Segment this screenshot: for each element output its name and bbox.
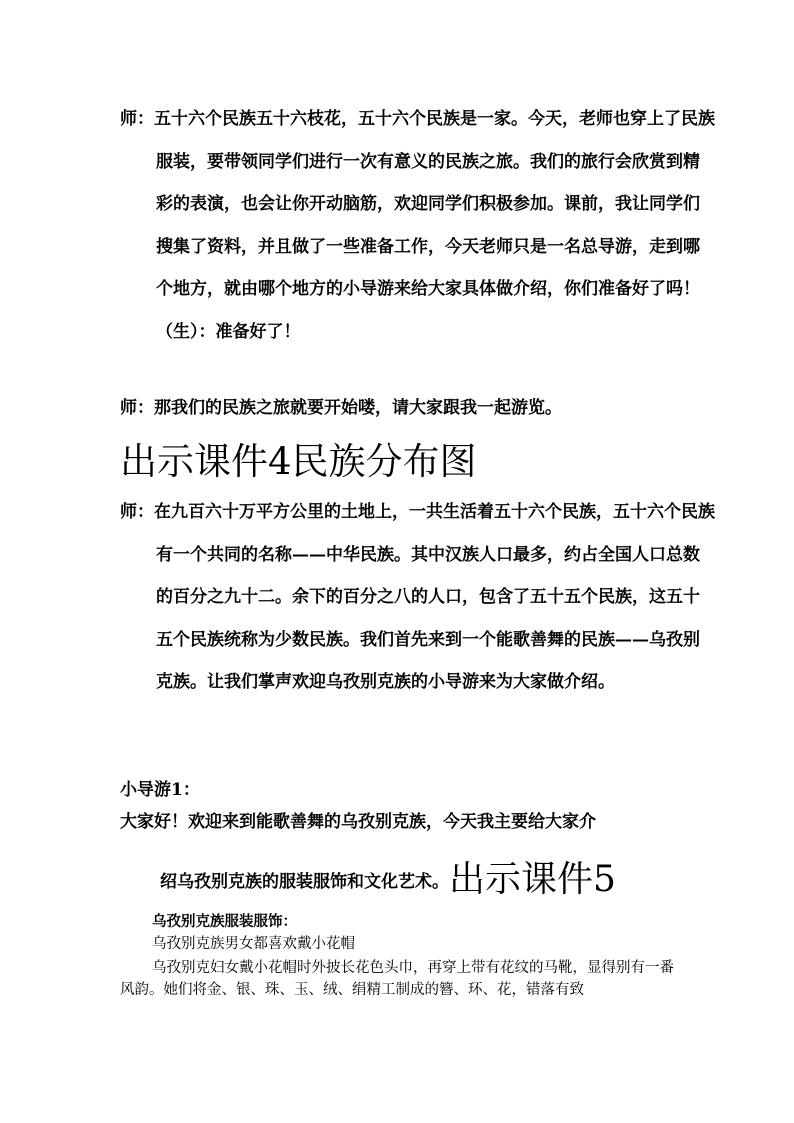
teacher-intro-paragraph: 师：五十六个民族五十六枝花，五十六个民族是一家。今天，老师也穿上了民族服装，要带领同学们进行一次有意义的民族之旅。我们的旅行会欣赏到精彩的表演，也会让你开动脑筋，欢迎同学们积极参加。课前，我让同学们搜集了资料，并且做了一些准备工作，今天老师只是一名总导游，走到哪个地方，就由哪个地方的小导游来给大家具体做介绍，你们准备好了吗！（生）：准备好了！ <box>120 109 715 342</box>
uzbek-costume-title: 乌孜别克族服装服饰： <box>152 914 297 930</box>
guide-1-line-2: 绍乌孜别克族的服装服饰和文化艺术。 <box>160 872 449 892</box>
guide-1-label: 小导游1： <box>120 780 200 800</box>
uzbek-costume-paragraph: 乌孜别克妇女戴小花帽时外披长花色头巾，再穿上带有花纹的马靴，显得别有一番风韵。她们将金、银、珠、玉、绒、绢精工制成的簪、环、花，错落有致 <box>120 960 674 998</box>
teacher-start-paragraph: 师：那我们的民族之旅就要开始喽，请大家跟我一起游览。 <box>120 398 562 418</box>
courseware-4-heading: 出示课件4民族分布图 <box>120 440 477 483</box>
uzbek-costume-line-1: 乌孜别克族男女都喜欢戴小花帽 <box>152 936 355 952</box>
courseware-5-label: 出示课件5 <box>449 859 616 900</box>
teacher-map-paragraph: 师：在九百六十万平方公里的土地上，一共生活着五十六个民族，五十六个民族有一个共同的名称——中华民族。其中汉族人口最多，约占全国人口总数的百分之九十二。余下的百分之八的人口，包含了五十五个民族，这五十五个民族统称为少数民族。我们首先来到一个能歌善舞的民族——乌孜别克族。让我们掌声欢迎乌孜别克族的小导游来为大家做介绍。 <box>120 502 715 692</box>
guide-1-line-2-container <box>160 860 616 902</box>
guide-1-line-1: 大家好！欢迎来到能歌善舞的乌孜别克族，今天我主要给大家介 <box>120 812 596 832</box>
